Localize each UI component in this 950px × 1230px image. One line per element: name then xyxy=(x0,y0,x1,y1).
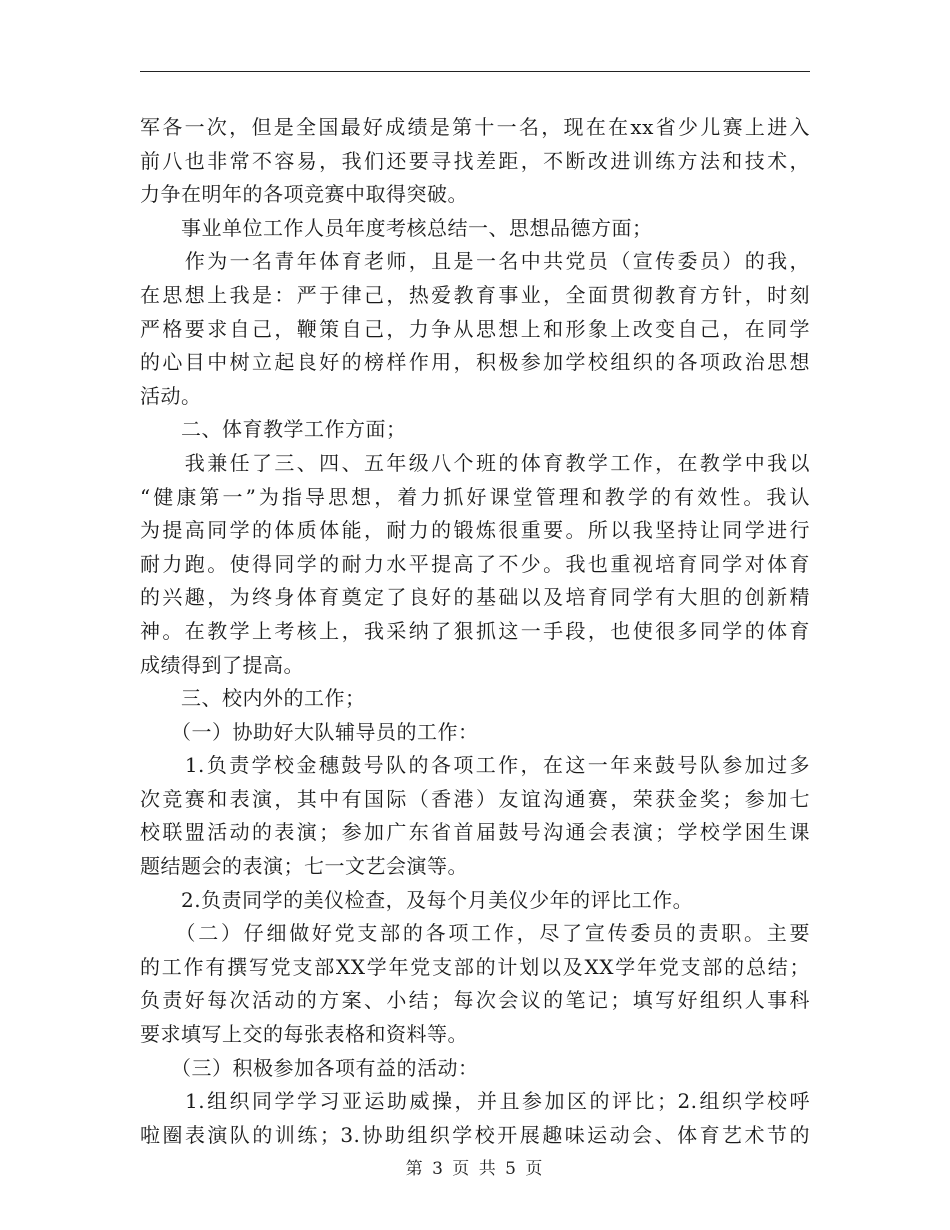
text-line: 1.组织同学学习亚运助威操，并且参加区的评比；2.组织学校呼 xyxy=(140,1089,810,1114)
text-line: 为提高同学的体质体能，耐力的锻炼很重要。所以我坚持让同学进行 xyxy=(140,518,810,543)
text-line: 成绩得到了提高。 xyxy=(140,652,304,677)
text-line: （二）仔细做好党支部的各项工作，尽了宣传委员的责职。主要 xyxy=(140,921,810,946)
text-line: 的兴趣，为终身体育奠定了良好的基础以及培育同学有大胆的创新精 xyxy=(140,585,810,610)
text-line: 次竞赛和表演，其中有国际（香港）友谊沟通赛，荣获金奖；参加七 xyxy=(140,786,810,811)
text-line: 啦圈表演队的训练；3.协助组织学校开展趣味运动会、体育艺术节的 xyxy=(140,1122,810,1147)
text-line: 的心目中树立起良好的榜样作用，积极参加学校组织的各项政治思想 xyxy=(140,350,810,375)
text-line: 军各一次，但是全国最好成绩是第十一名，现在在xx省少儿赛上进入 xyxy=(140,115,810,139)
text-line: 力争在明年的各项竞赛中取得突破。 xyxy=(140,182,468,207)
header-rule xyxy=(140,71,810,72)
text-line: 校联盟活动的表演；参加广东省首届鼓号沟通会表演；学校学困生课 xyxy=(140,820,810,845)
text-line: 事业单位工作人员年度考核总结一、思想品德方面； xyxy=(140,215,653,240)
page-number: 第 3 页 共 5 页 xyxy=(405,1159,545,1179)
document-body xyxy=(140,111,810,1152)
text-line: 活动。 xyxy=(140,383,202,408)
text-line: （一）协助好大队辅导员的工作： xyxy=(140,719,479,744)
text-line: 耐力跑。使得同学的耐力水平提高了不少。我也重视培育同学对体育 xyxy=(140,551,810,576)
text-line: 在思想上我是：严于律己，热爱教育事业，全面贯彻教育方针，时刻 xyxy=(140,282,810,307)
text-line: 三、校内外的工作； xyxy=(140,686,366,711)
text-line: 前八也非常不容易，我们还要寻找差距，不断改进训练方法和技术， xyxy=(140,148,810,173)
text-line: 我兼任了三、四、五年级八个班的体育教学工作，在教学中我以 xyxy=(140,450,810,475)
text-line: 神。在教学上考核上，我采纳了狠抓这一手段，也使很多同学的体育 xyxy=(140,618,810,643)
text-line: 2.负责同学的美仪检查，及每个月美仪少年的评比工作。 xyxy=(140,887,694,912)
text-line: 要求填写上交的每张表格和资料等。 xyxy=(140,1022,468,1047)
text-line: 二、体育教学工作方面； xyxy=(140,417,407,442)
text-line: （三）积极参加各项有益的活动： xyxy=(140,1055,479,1080)
text-line: 题结题会的表演；七一文艺会演等。 xyxy=(140,854,468,879)
text-line: 严格要求自己，鞭策自己，力争从思想上和形象上改变自己，在同学 xyxy=(140,316,810,341)
text-line: 1.负责学校金穗鼓号队的各项工作，在这一年来鼓号队参加过多 xyxy=(140,753,810,778)
text-line: 的工作有撰写党支部XX学年党支部的计划以及XX学年党支部的总结； xyxy=(140,954,810,979)
text-line: “健康第一”为指导思想，着力抓好课堂管理和教学的有效性。我认 xyxy=(140,484,810,509)
text-line: 作为一名青年体育老师，且是一名中共党员（宣传委员）的我， xyxy=(140,249,810,274)
text-line: 负责好每次活动的方案、小结；每次会议的笔记；填写好组织人事科 xyxy=(140,988,810,1013)
